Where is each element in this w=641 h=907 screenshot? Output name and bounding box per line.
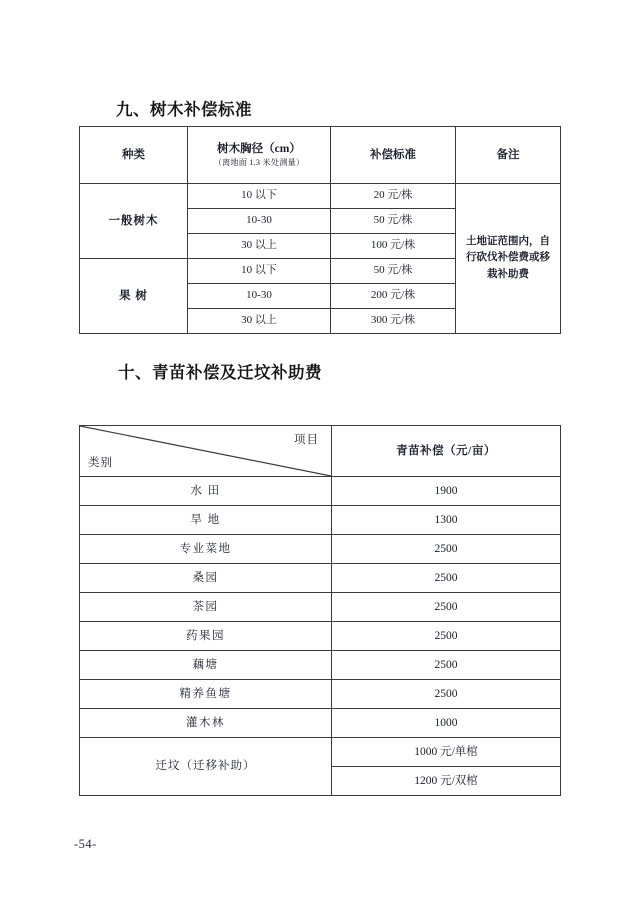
column-header-crop-compensation: 青苗补偿（元/亩） [332, 426, 561, 477]
table-row [80, 184, 561, 209]
cell-diameter: 10 以下 [188, 259, 331, 284]
cell-grave-value: 1200 元/双棺 [332, 767, 561, 796]
cell-standard: 300 元/株 [331, 309, 456, 334]
crop-compensation-table [79, 425, 561, 796]
cell-diameter: 10 以下 [188, 184, 331, 209]
cell-category: 药果园 [80, 622, 332, 651]
cell-category: 旱 地 [80, 506, 332, 535]
cell-category: 专业菜地 [80, 535, 332, 564]
cell-category: 精养鱼塘 [80, 680, 332, 709]
cell-diameter: 30 以上 [188, 234, 331, 259]
cell-standard: 20 元/株 [331, 184, 456, 209]
column-header-species: 种类 [80, 127, 188, 184]
cell-standard: 50 元/株 [331, 209, 456, 234]
cell-grave-relocation-label: 迁坟（迁移补助） [80, 738, 332, 796]
column-header-diameter-title: 树木胸径（cm） [217, 143, 301, 156]
cell-value: 2500 [332, 622, 561, 651]
header-label-category: 类别 [88, 456, 113, 469]
table-row [80, 680, 561, 709]
cell-category: 藕塘 [80, 651, 332, 680]
cell-value: 1000 [332, 709, 561, 738]
header-label-project: 项目 [294, 434, 319, 446]
tree-compensation-table [79, 126, 561, 334]
section-heading-crops: 十、青苗补偿及迁坟补助费 [118, 364, 322, 382]
group-label-fruit-trees: 果 树 [80, 259, 188, 334]
table-header-row [80, 426, 561, 477]
cell-standard: 50 元/株 [331, 259, 456, 284]
table-row [80, 506, 561, 535]
cell-value: 2500 [332, 593, 561, 622]
cell-category: 水 田 [80, 477, 332, 506]
table-header-row [80, 127, 561, 184]
column-header-standard: 补偿标准 [331, 127, 456, 184]
cell-category: 桑园 [80, 564, 332, 593]
table-row [80, 622, 561, 651]
page-number: -54- [74, 837, 97, 851]
table-row [80, 564, 561, 593]
cell-diameter: 10-30 [188, 209, 331, 234]
cell-standard: 200 元/株 [331, 284, 456, 309]
cell-value: 2500 [332, 680, 561, 709]
table-row [80, 477, 561, 506]
cell-value: 2500 [332, 651, 561, 680]
cell-value: 2500 [332, 535, 561, 564]
diagonal-header-cell [80, 426, 332, 477]
group-label-general-trees: 一般树木 [80, 184, 188, 259]
cell-diameter: 10-30 [188, 284, 331, 309]
cell-standard: 100 元/株 [331, 234, 456, 259]
table-row [80, 593, 561, 622]
column-header-remark: 备注 [456, 127, 561, 184]
cell-diameter: 30 以上 [188, 309, 331, 334]
table-row [80, 738, 561, 767]
column-header-diameter-note: （离地面 1.3 米处测量） [213, 157, 305, 167]
cell-value: 1900 [332, 477, 561, 506]
table-row [80, 651, 561, 680]
column-header-diameter [188, 127, 331, 184]
cell-category: 灌木林 [80, 709, 332, 738]
cell-grave-value: 1000 元/单棺 [332, 738, 561, 767]
table-row [80, 709, 561, 738]
cell-value: 1300 [332, 506, 561, 535]
cell-value: 2500 [332, 564, 561, 593]
section-heading-trees: 九、树木补偿标准 [116, 101, 252, 119]
cell-category: 茶园 [80, 593, 332, 622]
cell-remark: 土地证范围内，自行砍伐补偿费或移栽补助费 [456, 184, 561, 334]
table-row [80, 535, 561, 564]
